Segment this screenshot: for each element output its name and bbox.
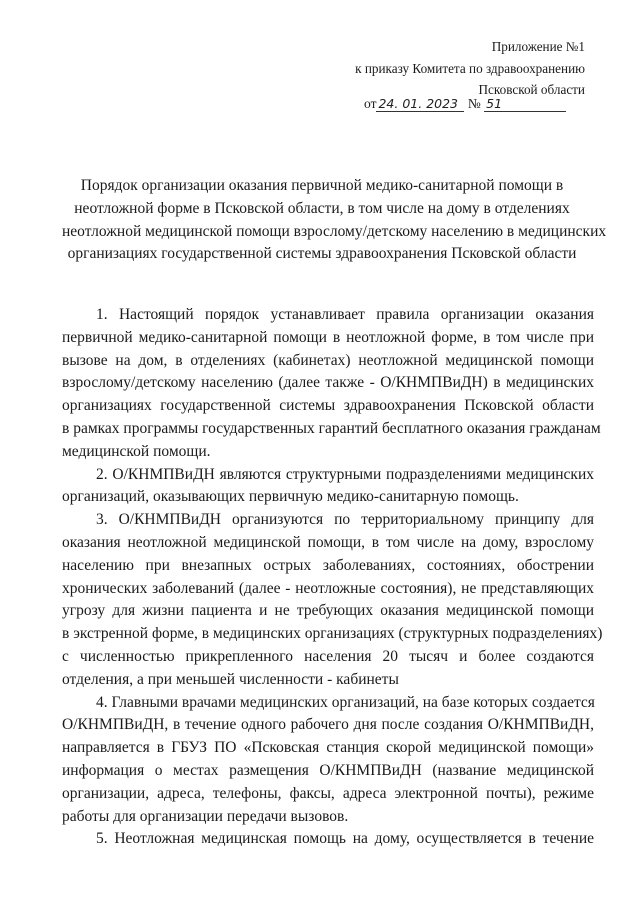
title-line: организациях государственной системы здравоохранения Псковской области: [67, 245, 577, 263]
text-line: первичной медико-санитарной помощи в неотложной форме, в том числе при: [62, 328, 594, 346]
order-number: 51: [484, 96, 566, 112]
order-date: 24. 01. 2023: [376, 96, 464, 112]
text-line: 3. О/КНМПВиДН организуются по территориальному принципу для: [96, 511, 594, 529]
order-prefix: от: [364, 96, 377, 111]
text-line: населению при внезапных острых заболеваниях, состояниях, обострении: [62, 556, 594, 574]
text-line: организации, адреса, телефоны, факсы, адреса электронной почты), режиме: [62, 784, 594, 802]
title-line: неотложной медицинской помощи взрослому/детскому населению в медицинских: [62, 222, 607, 240]
document-body: [62, 304, 603, 851]
paragraph-2: [62, 464, 594, 510]
text-line: 1. Настоящий порядок устанавливает правила организации оказания: [96, 306, 594, 323]
paragraph-3: [62, 509, 603, 691]
text-line: О/КНМПВиДН, в течение одного рабочего дня после создания О/КНМПВиДН,: [62, 716, 594, 734]
text-line: организациях государственной системы здравоохранения Псковской области: [62, 397, 594, 415]
text-line: вызове на дом, в отделениях (кабинетах) неотложной медицинской помощи: [62, 351, 594, 369]
text-line: работы для организации передачи вызовов.: [62, 807, 349, 825]
text-line: 2. О/КНМПВиДН являются структурными подразделениями медицинских: [96, 465, 594, 483]
appendix-line: Приложение №1: [491, 39, 585, 54]
text-line: 5. Неотложная медицинская помощь на дому, осуществляется в течение: [96, 830, 594, 848]
order-number-label: №: [467, 96, 481, 111]
text-line: угрозу для жизни пациента и не требующих оказания медицинской помощи: [62, 602, 594, 620]
text-line: в рамках программы государственных гарантий бесплатного оказания гражданам: [62, 419, 601, 437]
title-line: Порядок организации оказания первичной медико-санитарной помощи в: [80, 177, 564, 194]
order-reference: [364, 96, 566, 112]
text-line: оказания неотложной медицинской помощи, в том числе на дому, взрослому: [62, 533, 594, 551]
text-line: отделения, а при меньшей численности - кабинеты: [62, 670, 399, 688]
text-line: с численностью прикрепленного населения 20 тысяч и более создаются: [62, 647, 594, 665]
text-line: 4. Главными врачами медицинских организаций, на базе которых создается: [96, 693, 595, 711]
text-line: медицинской помощи.: [62, 442, 211, 460]
appendix-header: [355, 36, 585, 101]
text-line: информация о местах размещения О/КНМПВиДН (название медицинской: [62, 761, 594, 779]
title-line: неотложной форме в Псковской области, в том числе на дому в отделениях: [74, 199, 570, 217]
text-line: хронических заболеваний (далее - неотложные состояния), не представляющих: [62, 579, 594, 597]
paragraph-5: [62, 828, 594, 851]
document-title: [62, 175, 607, 266]
text-line: взрослому/детскому населению (далее также - О/КНМПВиДН) в медицинских: [62, 374, 594, 392]
paragraph-4: [62, 692, 594, 829]
text-line: направляется в ГБУЗ ПО «Псковская станция скорой медицинской помощи»: [62, 739, 594, 757]
appendix-line: к приказу Комитета по здравоохранению: [355, 60, 585, 76]
text-line: организаций, оказывающих первичную медико-санитарную помощь.: [62, 488, 519, 506]
text-line: в экстренной форме, в медицинских организациях (структурных подразделениях): [62, 625, 603, 643]
paragraph-1: [62, 304, 601, 464]
appendix-line: Псковской области: [478, 82, 585, 97]
